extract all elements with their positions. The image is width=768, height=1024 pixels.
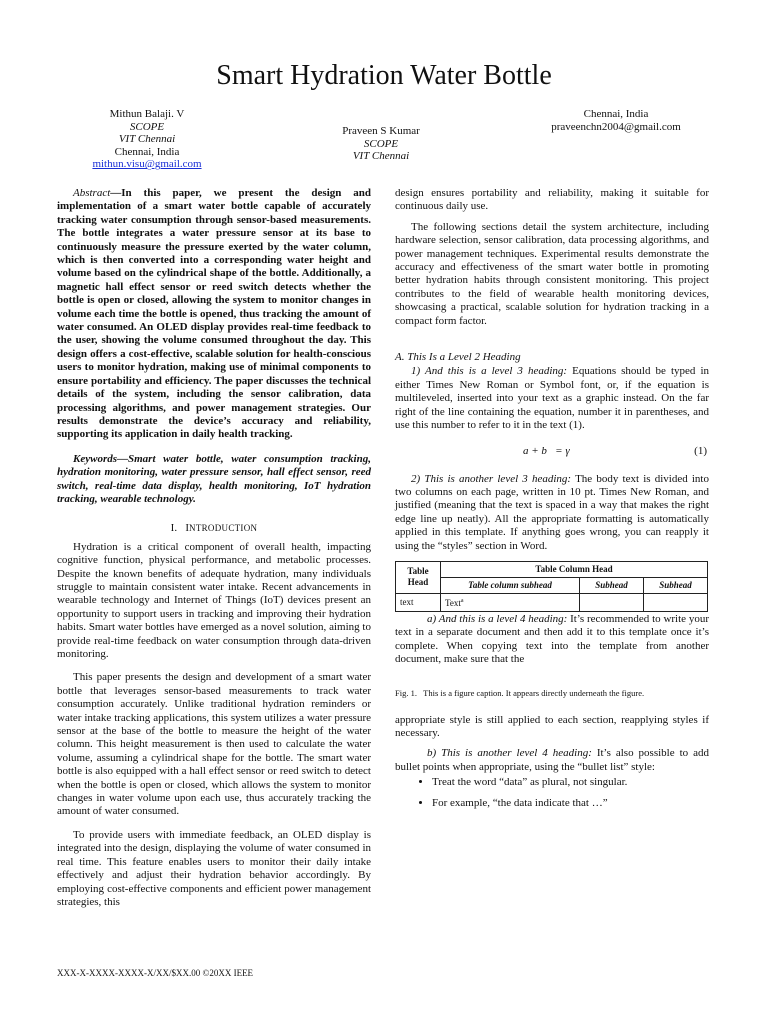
table-subhead: Subhead	[644, 577, 708, 593]
table-footnote-mark: a	[460, 597, 464, 604]
level3-paragraph	[395, 365, 709, 432]
equation-expression: a + b = γ	[523, 444, 570, 457]
copyright-footer: XXX-X-XXXX-XXXX-X/XX/$XX.00 ©20XX IEEE	[57, 968, 254, 978]
table-cell	[644, 593, 708, 611]
table-cell: text	[396, 593, 441, 611]
list-item: • Treat the word “data” as plural, not singular.	[432, 776, 709, 789]
bullet-list	[395, 776, 709, 810]
level3-paragraph	[395, 473, 709, 553]
level4-heading: a) And this is a level 4 heading:	[427, 612, 568, 625]
keywords-label: Keywords	[73, 452, 117, 465]
abstract-text: In this paper, we present the design and implementation of a smart water bottle capable of accurately tracking water consumption through sensor-based measurements. The bottle integrates a water pressure sensor at its base to continuously measure the pressure exerted by the water column, which is then converted into a corresponding water height and volume based on the cylindrical shape of the bottle. Additionally, a magnetic hall effect sensor or reed switch detects whether the bottle is open or closed, allowing the system to monitor changes in volume each time the bottle is opened, thus tracking the amount of water consumed. An OLED display provides real-time feedback to the user, showing the volume consumed throughout the day. This design offers a cost-effective, scalable solution for health-conscious users to monitor hydration, making use of minimal components to ensure portability and efficiency. The paper discusses the technical details of the system, including the sensor calibration, data processing algorithms, and power management strategies. Our results demonstrate the device’s accuracy and reliability, supporting its application in daily health tracking.	[57, 187, 371, 441]
abstract-label: Abstract	[73, 187, 111, 199]
section-title-first: I	[185, 522, 190, 535]
equation	[395, 441, 709, 461]
level2-heading: A. This Is a Level 2 Heading	[395, 351, 521, 364]
author-org: VIT Chennai	[118, 133, 176, 146]
body-paragraph: appropriate style is still applied to each section, reapplying styles if necessary.	[395, 713, 709, 739]
table-head-cell: Table Head	[396, 561, 441, 593]
figure-caption: Fig. 1. This is a figure caption. It appears directly underneath the figure.	[395, 687, 645, 698]
paper-title: Smart Hydration Water Bottle	[216, 60, 552, 91]
data-table	[395, 561, 708, 612]
author-name: Mithun Balaji. V	[109, 108, 185, 120]
author-dept: SCOPE	[363, 137, 399, 150]
author-org: VIT Chennai	[352, 150, 410, 163]
level3-heading: 1) And this is a level 3 heading:	[411, 365, 568, 378]
author-block-1	[77, 108, 217, 171]
intro-paragraph: To provide users with immediate feedback, an OLED display is integrated into the design, displaying the volume of water consumed in real time. This feature enables users to monitor their daily intake effectively and adjust their hydration behavior accordingly. By employing cost-effective components and efficient power management strategies, this	[57, 828, 371, 908]
table-cell-text: Text	[445, 597, 461, 608]
keywords-text: Smart water bottle, water consumption tracking, hydration monitoring, water pressure sensor, hall effect sensor, reed switch, real-time data display, health monitoring, IoT hydration tracking, wearable technology.	[57, 452, 371, 505]
author-block-3	[531, 108, 701, 133]
table-row	[396, 577, 708, 593]
intro-paragraph: This paper presents the design and development of a smart water bottle that leverages sensor-based measurements to track water consumption accurately. Unlike traditional hydration reminders or water intake tracking applications, this system utilizes a water pressure sensor at the base of the bottle to measure the height of the water column. This height measurement is then used to calculate the water volume, assuming a cylindrical shape for the bottle. The smart water bottle is also equipped with a hall effect sensor or reed switch to detect when the bottle is open or closed, which allows the system to monitor changes in water volume upon each use, thus accurately tracking the amount of water consumed.	[57, 671, 371, 818]
level4-text: It’s recommended to write your text in a separate document and then add it to this template once it’s complete. When copying text into the template from another document, make sure that the	[395, 612, 709, 666]
intro-paragraph: Hydration is a critical component of overall health, impacting cognitive function, physical performance, and metabolic processes. Despite the known benefits of adequate hydration, many individuals struggle to maintain consistent water intake. Recent advancements in wearable technology and Internet of Things (IoT) devices present an opportunity to support users in tracking and improving their hydration habits. Smart water bottles have emerged as a novel solution, aiming to provide real-time feedback on water consumption through data-driven monitoring.	[57, 540, 371, 660]
section-title-rest: NTRODUCTION	[189, 523, 258, 534]
left-column	[57, 187, 371, 909]
keywords-dash: —	[117, 452, 128, 465]
body-paragraph: The following sections detail the system architecture, including hardware selection, sensor calibration, data processing algorithms, and power management techniques. Experimental results demonstrate the accuracy and effectiveness of the smart water bottle in promoting better hydration habits through consistent monitoring. This project contributes to the field of wearable health monitoring devices, showcasing a practical, scalable solution for hydration tracking in a compact form factor.	[395, 220, 709, 327]
table-row	[396, 593, 708, 611]
author-block-2	[311, 125, 451, 163]
level4-paragraph	[395, 613, 709, 667]
author-location: Chennai, India	[583, 108, 649, 120]
section-heading-introduction	[57, 522, 371, 535]
right-column	[395, 187, 709, 817]
level3-text: Equations should be typed in either Times New Roman or Symbol font, or, if the equation is multileveled, inserted into your text as a graphic instead. On the far right of the line containing the equation, number it in parentheses, and use this number to refer to it in the text (1).	[395, 365, 709, 432]
author-name: Praveen S Kumar	[342, 125, 420, 137]
section-number: I.	[170, 522, 178, 535]
abstract	[57, 187, 371, 442]
table-cell	[580, 593, 644, 611]
table-column-head: Table Column Head	[441, 561, 708, 577]
author-dept: SCOPE	[129, 120, 165, 133]
body-paragraph: design ensures portability and reliability, making it suitable for continuous daily use.	[395, 187, 709, 213]
keywords	[57, 453, 371, 507]
author-email-link[interactable]: mithun.visu@gmail.com	[92, 158, 202, 171]
level4-paragraph	[395, 747, 709, 774]
author-location: Chennai, India	[114, 145, 180, 158]
table-cell	[441, 593, 580, 611]
level4-text: It’s also possible to add bullet points when appropriate, using the “bullet list” style:	[395, 747, 709, 773]
author-email: praveenchn2004@gmail.com	[551, 120, 681, 133]
level3-heading: 2) This is another level 3 heading:	[411, 472, 572, 485]
level4-heading: b) This is another level 4 heading:	[427, 747, 592, 760]
equation-number: (1)	[694, 444, 707, 457]
abstract-dash: —	[110, 187, 122, 199]
table-row	[396, 561, 708, 577]
level3-text: The body text is divided into two columns on each page, written in 10 pt. Times New Roman, and justified (meaning that the text is spaced in a way that makes the right edge line up neatly). All the appropriate formatting is automatically applied in this template. If anything goes wrong, you can reapply it using the “styles” section in Word.	[395, 472, 709, 552]
list-item: • For example, “the data indicate that …”	[432, 797, 709, 810]
table-subhead: Subhead	[580, 577, 644, 593]
table-subhead: Table column subhead	[441, 577, 580, 593]
